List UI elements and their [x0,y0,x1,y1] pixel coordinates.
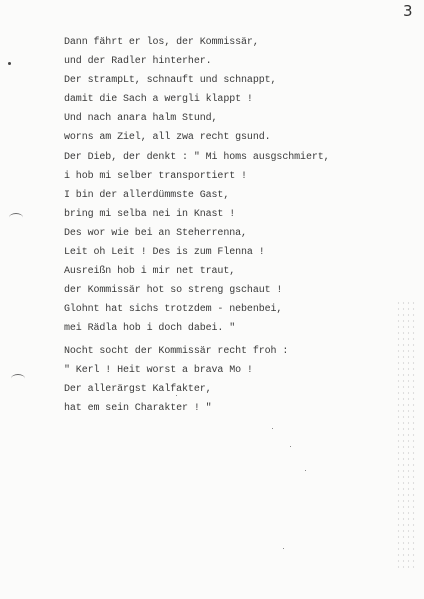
poem-line: Des wor wie bei an Steherrenna, [64,227,247,239]
margin-mark [9,213,23,222]
poem-line: Dann fährt er los, der Kommissär, [64,37,259,48]
poem-line: Der Dieb, der denkt : " Mi homs ausgschmiert, [64,151,330,163]
poem-line: i hob mi selber transportiert ! [64,170,247,182]
scan-speck [283,548,284,549]
scan-speck [290,446,291,447]
scan-speck [272,428,273,429]
poem-line: bring mi selba nei in Knast ! [64,208,236,220]
poem-line: Ausreißn hob i mir net traut, [64,266,236,278]
poem-line: damit die Sach a wergli klappt ! [64,94,253,106]
page-number: 3 [403,2,413,20]
margin-mark [11,374,25,383]
poem-line: hat em sein Charakter ! " [64,402,212,414]
poem-line: mei Rädla hob i doch dabei. " [64,323,236,335]
ink-dot [8,62,11,65]
poem-line: worns am Ziel, all zwa recht gsund. [64,132,271,144]
poem-line: Leit oh Leit ! Des is zum Flenna ! [64,247,265,259]
scan-speck [305,470,306,471]
poem-line: Der strampLt, schnauft und schnappt, [64,75,277,87]
poem-line: Der allerärgst Kalfakter, [64,383,212,395]
poem-line: Nocht socht der Kommissär recht froh : [64,345,289,357]
poem-line: der Kommissär hot so streng gschaut ! [64,285,283,297]
poem-line: Und nach anara halm Stund, [64,113,218,125]
poem-line: Glohnt hat sichs trotzdem - nebenbei, [64,304,283,316]
poem-line: I bin der allerdümmste Gast, [64,189,230,201]
poem-line: und der Radler hinterher. [64,56,212,68]
poem-text [64,33,404,418]
poem-line: " Kerl ! Heit worst a brava Mo ! [64,364,253,376]
